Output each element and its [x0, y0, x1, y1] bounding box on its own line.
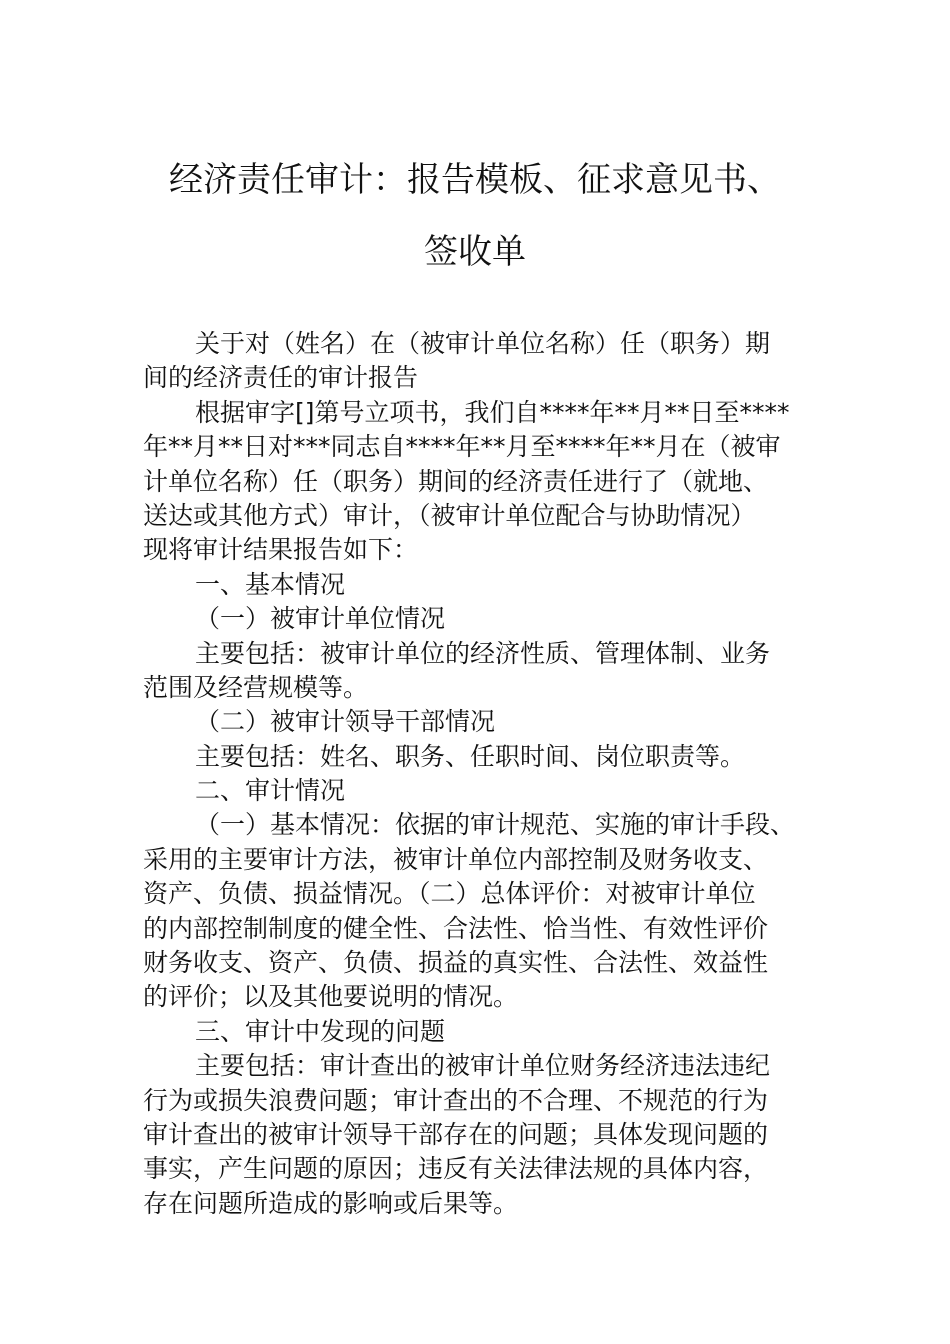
title-line-2: 签收单 — [424, 232, 526, 272]
body-line: 三、审计中发现的问题 — [195, 1016, 446, 1046]
body-line: 采用的主要审计方法，被审计单位内部控制及财务收支、 — [143, 844, 769, 874]
body-line: （二）被审计领导干部情况 — [195, 707, 496, 737]
body-line: 事实，产生问题的原因；违反有关法律法规的具体内容， — [143, 1154, 769, 1184]
body-line: 年**月**日对***同志自****年**月至****年**月在（被审 — [143, 432, 781, 462]
body-line: 计单位名称）任（职务）期间的经济责任进行了（就地、 — [143, 466, 769, 496]
body-line: 财务收支、资产、负债、损益的真实性、合法性、效益性 — [143, 948, 769, 978]
title-line-1: 经济责任审计：报告模板、征求意见书、 — [169, 160, 781, 200]
document-body — [143, 327, 823, 1221]
body-line: 关于对（姓名）在（被审计单位名称）任（职务）期 — [195, 329, 771, 358]
body-line: 根据审字[]第号立项书，我们自****年**月**日至**** — [195, 397, 790, 427]
body-line: 间的经济责任的审计报告 — [143, 363, 419, 393]
body-line: 的内部控制制度的健全性、合法性、恰当性、有效性评价 — [143, 913, 769, 943]
body-line: 送达或其他方式）审计，（被审计单位配合与协助情况） — [143, 500, 756, 530]
body-line: 现将审计结果报告如下： — [143, 535, 419, 565]
body-line: 二、审计情况 — [195, 776, 346, 806]
body-line: 主要包括：审计查出的被审计单位财务经济违法违纪 — [195, 1051, 771, 1081]
body-line: 主要包括：被审计单位的经济性质、管理体制、业务 — [195, 638, 771, 668]
body-line: 一、基本情况 — [195, 569, 346, 599]
body-line: （一）基本情况：依据的审计规范、实施的审计手段、 — [195, 810, 796, 840]
body-line: 行为或损失浪费问题；审计查出的不合理、不规范的行为 — [143, 1085, 769, 1115]
document-title — [0, 160, 950, 272]
body-line: 资产、负债、损益情况。（二）总体评价：对被审计单位 — [143, 879, 756, 909]
body-line: 存在问题所造成的影响或后果等。 — [143, 1188, 519, 1218]
body-line: 主要包括：姓名、职务、任职时间、岗位职责等。 — [195, 741, 746, 771]
body-line: 审计查出的被审计领导干部存在的问题；具体发现问题的 — [143, 1119, 769, 1149]
body-line: （一）被审计单位情况 — [195, 604, 446, 634]
body-line: 的评价；以及其他要说明的情况。 — [143, 982, 519, 1012]
body-line: 范围及经营规模等。 — [143, 672, 369, 702]
